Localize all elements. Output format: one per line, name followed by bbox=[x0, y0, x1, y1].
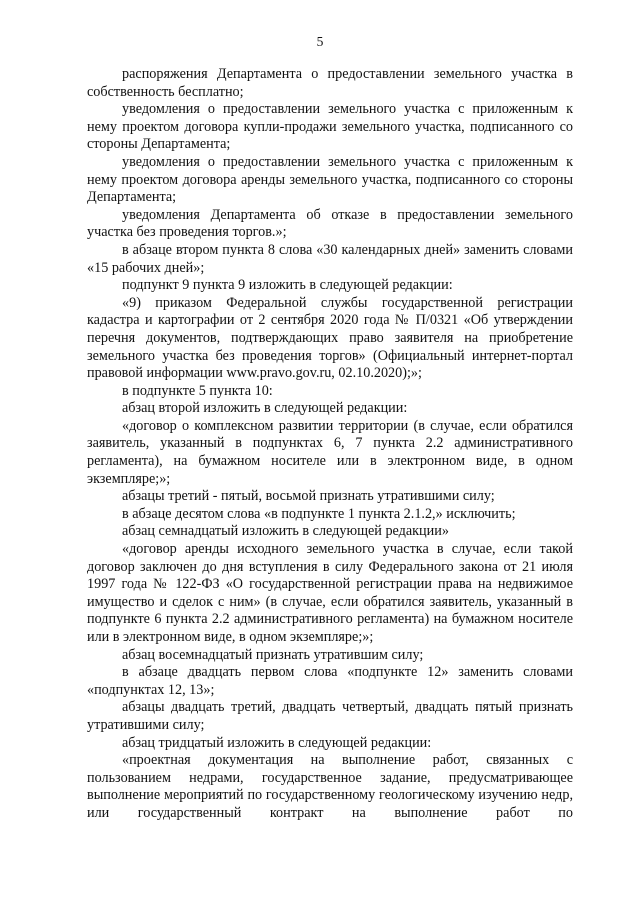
document-body bbox=[87, 66, 573, 823]
page-number: 5 bbox=[316, 34, 324, 49]
paragraph: «9) приказом Федеральной службы государственной регистрации кадастра и картографии от 2 сентября 2020 года № П/0321 «Об утверждении перечня документов, подтверждающих право заявителя на приобретение земельного участка без проведения торгов» (Официальный интернет-портал правовой информации www.pravo.gov.ru, 02.10.2020);»; bbox=[87, 294, 573, 382]
paragraph: уведомления Департамента об отказе в предоставлении земельного участка без проведения торгов.»; bbox=[87, 206, 573, 241]
paragraph: абзац восемнадцатый признать утратившим силу; bbox=[122, 646, 424, 663]
paragraph: в абзаце двадцать первом слова «подпункте 12» заменить словами «подпунктах 12, 13»; bbox=[87, 664, 573, 698]
paragraph: абзац второй изложить в следующей редакции: bbox=[122, 400, 408, 417]
paragraph: «договор аренды исходного земельного участка в случае, если такой договор заключен до дня вступления в силу Федерального закона от 21 июля 1997 года № 122-ФЗ «О государственной регистрации права на недвижимое имущество и сделок с ним» (в случае, если обратился заявитель, указанный в подпункте 6 пункта 2.2 административного регламента) на бумажном носителе или в электронном виде, в одном экземпляре;»; bbox=[87, 541, 573, 645]
paragraph: в подпункте 5 пункта 10: bbox=[122, 382, 273, 399]
paragraph: распоряжения Департамента о предоставлении земельного участка в собственность бесплатно; bbox=[87, 66, 573, 100]
paragraph: «проектная документация на выполнение работ, связанных с пользованием недрами, государственное задание, предусматривающее выполнение мероприятий по государственному геологическому изучению недр, или государственный контракт на выполнение работ по bbox=[87, 752, 573, 821]
paragraph: абзацы двадцать третий, двадцать четвертый, двадцать пятый признать утратившими силу; bbox=[87, 699, 573, 733]
paragraph: абзацы третий - пятый, восьмой признать утратившими силу; bbox=[122, 488, 495, 505]
paragraph: абзац семнадцатый изложить в следующей редакции» bbox=[122, 523, 449, 540]
paragraph: в абзаце десятом слова «в подпункте 1 пункта 2.1.2,» исключить; bbox=[122, 505, 516, 522]
paragraph: «договор о комплексном развитии территории (в случае, если обратился заявитель, указанный в подпунктах 6, 7 пункта 2.2 административного регламента), на бумажном носителе или в электронном виде, в одном экземпляре;»; bbox=[87, 417, 573, 487]
paragraph: в абзаце втором пункта 8 слова «30 календарных дней» заменить словами «15 рабочих дней»; bbox=[87, 241, 573, 276]
paragraph: уведомления о предоставлении земельного участка с приложенным к нему проектом договора аренды земельного участка, подписанного со стороны Департамента; bbox=[87, 153, 573, 206]
paragraph: подпункт 9 пункта 9 изложить в следующей редакции: bbox=[122, 277, 453, 294]
paragraph: уведомления о предоставлении земельного участка с приложенным к нему проектом договора купли-продажи земельного участка, подписанного со стороны Департамента; bbox=[87, 101, 573, 153]
paragraph: абзац тридцатый изложить в следующей редакции: bbox=[122, 734, 432, 751]
